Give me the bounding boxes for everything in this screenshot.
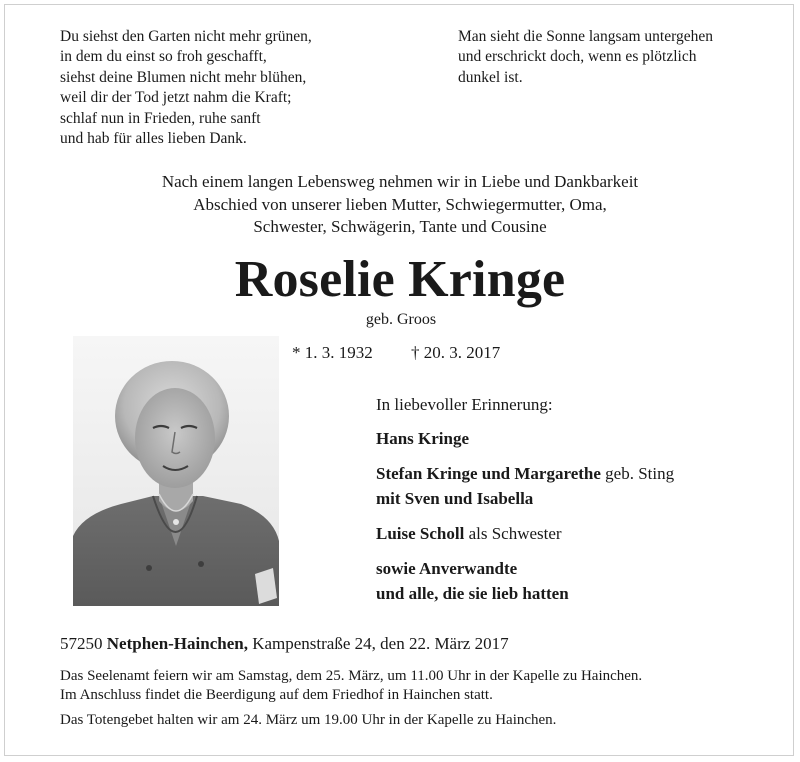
intro-line: Nach einem langen Lebensweg nehmen wir in Liebe und Dankbarkeit [161, 172, 639, 191]
poem-line: und hab für alles lieben Dank. [60, 130, 247, 148]
service-info-line: Das Seelenamt feiern wir am Samstag, dem 25. März, um 11.00 Uhr in der Kapelle zu Hainchen. [60, 668, 643, 684]
poem-right [458, 27, 713, 88]
intro-line: Schwester, Schwägerin, Tante und Cousine [253, 217, 547, 236]
deceased-name: Roselie Kringe [234, 251, 566, 308]
mourner-group [376, 521, 674, 546]
poem-line: und erschrickt doch, wenn es plötzlich [458, 48, 697, 66]
poem-line: weil dir der Tod jetzt nahm die Kraft; [60, 89, 292, 107]
address-rest: Kampenstraße 24, den 22. März 2017 [247, 634, 509, 653]
poem-line: Du siehst den Garten nicht mehr grünen, [60, 28, 312, 45]
intro-text [0, 171, 800, 239]
portrait-photo [73, 336, 279, 606]
poem-line: dunkel ist. [458, 68, 523, 86]
prayer-info: Das Totengebet halten wir am 24. März um 19.00 Uhr in der Kapelle zu Hainchen. [60, 712, 557, 728]
mourner-name: Luise Scholl [376, 524, 465, 543]
poem-left [60, 27, 312, 149]
poem-line: in dem du einst so froh geschafft, [60, 48, 267, 66]
poem-line: Man sieht die Sonne langsam untergehen [458, 28, 713, 45]
death-date: † 20. 3. 2017 [411, 343, 501, 362]
mourner-name: Stefan Kringe und Margarethe [376, 464, 601, 483]
address-town: Netphen-Hainchen, [106, 634, 248, 653]
mourner-group [376, 426, 674, 451]
mourner-children: mit Sven und Isabella [376, 489, 534, 508]
address-zip: 57250 [60, 634, 107, 653]
maiden-name: geb. Groos [365, 311, 437, 328]
intro-line: Abschied von unserer lieben Mutter, Schwiegermutter, Oma, [193, 194, 607, 214]
mourners-intro: In liebevoller Erinnerung: [376, 395, 553, 414]
service-info [60, 667, 642, 705]
mourner-name: Hans Kringe [376, 429, 470, 448]
service-info-line: Im Anschluss findet die Beerdigung auf dem Friedhof in Hainchen statt. [60, 687, 493, 703]
birth-date: * 1. 3. 1932 [292, 343, 373, 362]
mourner-group [376, 556, 674, 606]
relatives-line: sowie Anverwandte [376, 559, 518, 578]
relatives-line: und alle, die sie lieb hatten [376, 584, 569, 603]
mourner-group [376, 461, 674, 511]
mourner-note: geb. Sting [600, 464, 675, 483]
poem-line: siehst deine Blumen nicht mehr blühen, [60, 68, 307, 86]
address-line [60, 634, 509, 654]
poem-line: schlaf nun in Frieden, ruhe sanft [60, 109, 261, 127]
mourners-block [376, 394, 674, 616]
portrait-photo-illustration [73, 336, 279, 606]
mourner-note: als Schwester [464, 524, 562, 543]
